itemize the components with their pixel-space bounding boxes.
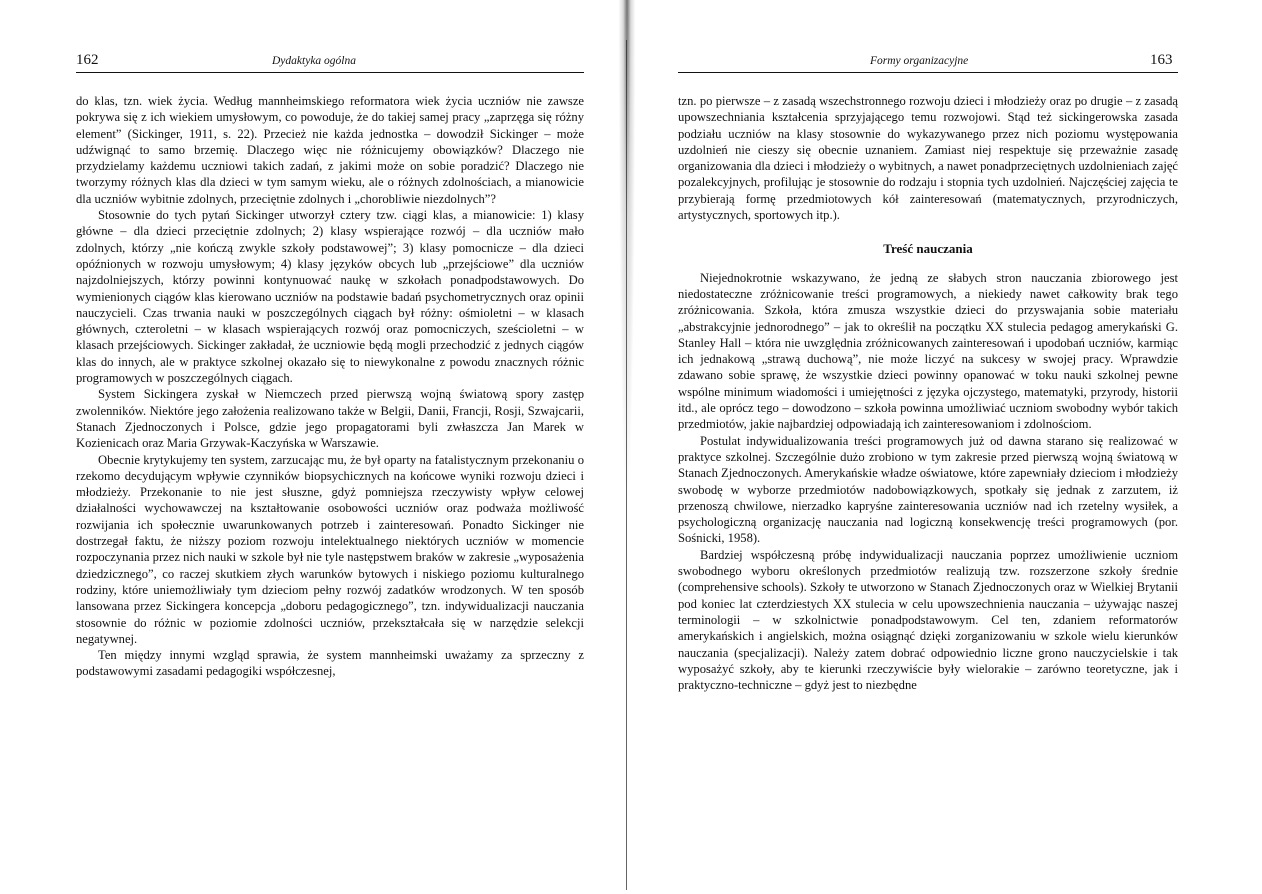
right-body	[678, 93, 1178, 693]
book-spine-line	[626, 40, 627, 890]
left-body	[76, 93, 584, 680]
left-running-title: Dydaktyka ogólna	[272, 55, 356, 67]
right-running-title: Formy organizacyjne	[870, 55, 969, 67]
right-page-number: 163	[1150, 52, 1173, 68]
left-page	[0, 0, 620, 894]
right-page	[638, 0, 1262, 894]
right-paragraph-2: Postulat indywidualizowania treści programowych już od dawna starano się realizować w praktyce szkolnej. Szczególnie dużo zrobiono w tym zakresie przed pierwszą wojną światową w Stanach Zjednoczonych. Amerykańskie władze oświatowe, które zapewniały dzieciom i młodzieży swobodę w wyborze przedmiotów nadobowiązkowych, spotkały się jednak z zarzutem, iż przenoszą chwilowe, nierzadko kapryśne zainteresowania uczniów nad ich rzetelny wysiłek, a psychologiczną organizację nauczania nad logiczną konsekwencję treści programowych (por. Sośnicki, 1958).	[678, 433, 1178, 546]
left-paragraph-3: System Sickingera zyskał w Niemczech przed pierwszą wojną światową spory zastęp zwolenników. Niektóre jego założenia realizowano także w Belgii, Danii, Francji, Rosji, Szwajcarii, Stanach Zjednoczonych i Polsce, gdzie jego propagatorami byli zwłaszcza Jan Marek w Kozienicach oraz Maria Grzywak-Kaczyńska w Warszawie.	[76, 387, 584, 451]
left-paragraph-4: Obecnie krytykujemy ten system, zarzucając mu, że był oparty na fatalistycznym przekonaniu o rzekomo decydującym wpływie czynników biopsychicznych na końcowe wyniki rozwoju dzieci i młodzieży. Przekonanie to nie jest słuszne, gdyż pomniejsza rzeczywisty wpływ celowej działalności wychowawczej na kształtowanie osobowości uczniów oraz podważa możliwość rozwijania ich społecznie uwarunkowanych potrzeb i zainteresowań. Ponadto Sickinger nie dostrzegał faktu, że niższy poziom rozwoju intelektualnego niektórych uczniów w momencie rozpoczynania przez nich nauki w szkole był nie tyle następstwem braków w zakresie „wyposażenia dziedzicznego”, co raczej skutkiem złych warunków bytowych i niskiego poziomu kulturalnego rodziny, które uniemożliwiały tym dzieciom pełny rozwój zadatków wrodzonych. W ten sposób lansowana przez Sickingera koncepcja „doboru pedagogicznego”, tzn. indywidualizacji nauczania stosownie do różnic w poziomie zdolności uczniów, przekształcała się w narzędzie selekcji negatywnej.	[76, 452, 584, 646]
left-header-rule	[76, 72, 584, 73]
left-page-number: 162	[76, 52, 99, 68]
right-paragraph-3: Bardziej współczesną próbę indywidualizacji nauczania poprzez umożliwienie uczniom swobodnego wyboru określonych przedmiotów realizują tzw. rozszerzone szkoły średnie (comprehensive schools). Szkoły te utworzono w Stanach Zjednoczonych oraz w Wielkiej Brytanii pod koniec lat czterdziestych XX stulecia w celu upowszechnienia nauczania – używając naszej terminologii – w szkolnictwie ponadpodstawowym. Cel ten, zdaniem reformatorów amerykańskich i angielskich, można osiągnąć dzięki zorganizowaniu w szkole wielu kierunków nauczania (specjalizacji). Należy zatem dobrać odpowiednio liczne grono nauczycielskie i tak wyposażyć szkoły, aby te kierunki rzeczywiście były wielorakie – zarówno teoretyczne, jak i praktyczno-techniczne – gdyż jest to niezbędne	[678, 547, 1178, 693]
right-header-rule	[678, 72, 1178, 73]
right-paragraph-1: Niejednokrotnie wskazywano, że jedną ze słabych stron nauczania zbiorowego jest niedostateczne zróżnicowanie treści programowych, a niekiedy nawet całkowity brak tego zróżnicowania. Szkoła, która zmusza wszystkie dzieci do przyswajania sobie materiału „abstrakcyjnie jednorodnego” – jak to określił na początku XX stulecia pedagog amerykański G. Stanley Hall – która nie uwzględnia zróżnicowanych zainteresowań i upodobań uczniów, karmiąc ich jednakową „strawą duchową”, nie może liczyć na sukcesy w swojej pracy. Wprawdzie zdawano sobie sprawę, że wszystkie dzieci powinny opanować w toku nauki szkolnej pewne wspólne minimum wiadomości i umiejętności z języka ojczystego, matematyki, przyrody, historii itd., ale oprócz tego – dowodzono – szkoła powinna umożliwiać uczniom swobodny wybór takich przedmiotów, jakie najbardziej odpowiadają ich zainteresowaniom i zdolnościom.	[678, 270, 1178, 432]
section-title: Treść nauczania	[883, 241, 973, 257]
left-paragraph-5: Ten między innymi wzgląd sprawia, że system mannheimski uważamy za sprzeczny z podstawowymi zasadami pedagogiki współczesnej,	[76, 648, 584, 679]
left-paragraph-2: Stosownie do tych pytań Sickinger utworzył cztery tzw. ciągi klas, a mianowicie: 1) klasy główne – dla dzieci przeciętnie zdolnych; 2) klasy wspierające rozwój – dla uczniów mało zdolnych, którzy „nie kończą zwykle szkoły podstawowej”; 3) klasy pomocnicze – dla dzieci opóźnionych w rozwoju umysłowym; 4) klasy języków obcych lub „przejściowe” dla uczniów najzdolniejszych, którzy powinni kontynuować naukę w szkołach ponadpodstawowych. Do wymienionych ciągów klas kierowano uczniów na podstawie badań psychometrycznych oraz opinii nauczycieli. Czas trwania nauki w poszczególnych ciągach był różny: ośmioletni – w klasach głównych, czteroletni – w klasach wspierających rozwój oraz pomocniczych, sześcioletni – w klasach przejściowych. Sickinger zakładał, że uczniowie będą mogli przechodzić z jednych ciągów klas do innych, ale w praktyce szkolnej okazało się to niewykonalne z powodu znacznych różnic programowych w poszczególnych ciągach.	[76, 208, 584, 386]
right-intro-paragraph: tzn. po pierwsze – z zasadą wszechstronnego rozwoju dzieci i młodzieży oraz po drugie – z zasadą upowszechniania kształcenia sprzyjającego temu rozwojowi. Stąd też sickingerowska zasada podziału uczniów na klasy stosownie do wykazywanego przez nich poziomu występowania uzdolnień nie cieszy się obecnie uznaniem. Zamiast niej respektuje się przeważnie zasadę organizowania dla dzieci i młodzieży o wybitnych, a nawet ponadprzeciętnych uzdolnieniach zajęć pozalekcyjnych, profilując je stosownie do rodzaju i stopnia tych uzdolnień. Najczęściej zajęcia te przybierają formę przedmiotowych kół zainteresowań (matematycznych, przyrodniczych, artystycznych, sportowych itp.).	[678, 94, 1178, 223]
left-paragraph-1: do klas, tzn. wiek życia. Według mannheimskiego reformatora wiek życia uczniów nie zawsze pokrywa się z ich wiekiem umysłowym, co powoduje, że do takiej samej pracy „zaprzęga się różny element” (Sickinger, 1911, s. 22). Przecież nie każda jednostka – dowodził Sickinger – może udźwignąć to samo brzemię. Dlaczego więc nie różnicujemy obowiązków? Dlaczego nie przydzielamy każdemu uczniowi takich zadań, z jakimi może on sobie poradzić? Dlaczego nie tworzymy różnych klas dla dzieci w tym samym wieku, ale o różnych zdolnościach, a mianowicie dla uczniów wybitnie zdolnych, przeciętnie zdolnych i „chorobliwie niezdolnych”?	[76, 94, 584, 206]
